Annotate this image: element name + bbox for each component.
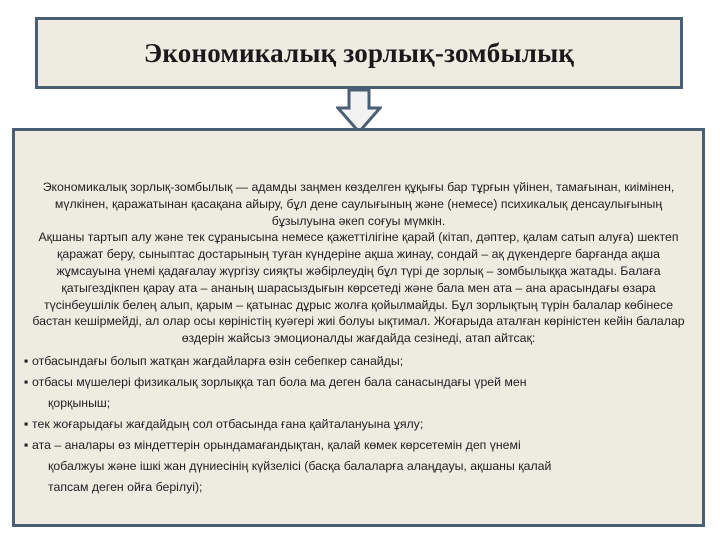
bullet-icon: ▪ [24,437,29,452]
list-item-line: ата – аналары өз міндеттерін орындамағандықтан, қалай көмек көрсетемін деп үнемі [32,437,521,452]
description-paragraph: Ақшаны тартып алу және тек сұранысына немесе қажеттілігіне қарай (кітап, дәптер, қалам сатып алуға) шектеп қаражат беру, сыныптас достарының туған күндеріне ақша жинау, сондай – ақ дүкендерге барғанда ақша жұмсауына үнемі қадағалау жүргізу сияқты жәбірлеудің бұл түрі де зорлық – зомбылыққа жатады. Балаға қатыгездікпен қарау ата – ананың шарасыздығын көрсетеді және бала мен ата – ана арасындағы өзара түсінбеушілік белең алып, қарым – қатынас дұрыс жолға қойылмайды. Бұл зорлықтың түрін балалар көбінесе бастан кешірмейді, ал олар осы көріністің куәгері жиі болуы ықтимал. Жоғарыда аталған көріністен кейін балалар өздерін жайсыз эмоционалды жағдайда сезінеді, атап айтсақ: [32,230,685,346]
list-item [24,435,693,498]
list-item [24,351,693,372]
list-item [24,372,693,414]
bullet-icon: ▪ [24,374,29,389]
bullet-icon: ▪ [24,353,29,368]
list-item-line: тапсам деген ойға берілуі); [48,479,203,494]
bullet-icon: ▪ [24,416,29,431]
definition-paragraph: Экономикалық зорлық-зомбылық — адамды заңмен көзделген құқығы бар тұрғын үйінен, тамағынан, киімінен, мүлкінен, қаражатынан қасақана айыру, бұл дене саулығының және (немесе) психикалық денсаулығының бұзылуына әкеп соғуы мүмкін. [42,180,675,228]
title-box [35,17,683,89]
list-item-line: отбасындағы болып жатқан жағдайларға өзін себепкер санайды; [32,353,404,368]
effects-list [24,351,693,498]
list-item-line: қобалжуы және ішкі жан дүниесінің күйзелісі (басқа балаларға алаңдауы, ақшаны қалай [48,458,552,473]
slide-title: Экономикалық зорлық-зомбылық [143,37,575,68]
list-item [24,414,693,435]
list-item-line: қорқыныш; [48,395,111,410]
list-item-line: отбасы мүшелері физикалық зорлыққа тап бола ма деген бала санасындағы үрей мен [32,374,527,389]
content-text [24,179,693,498]
content-box [12,128,705,527]
list-item-line: тек жоғарыдағы жағдайдың сол отбасында ғана қайталануына ұялу; [32,416,424,431]
